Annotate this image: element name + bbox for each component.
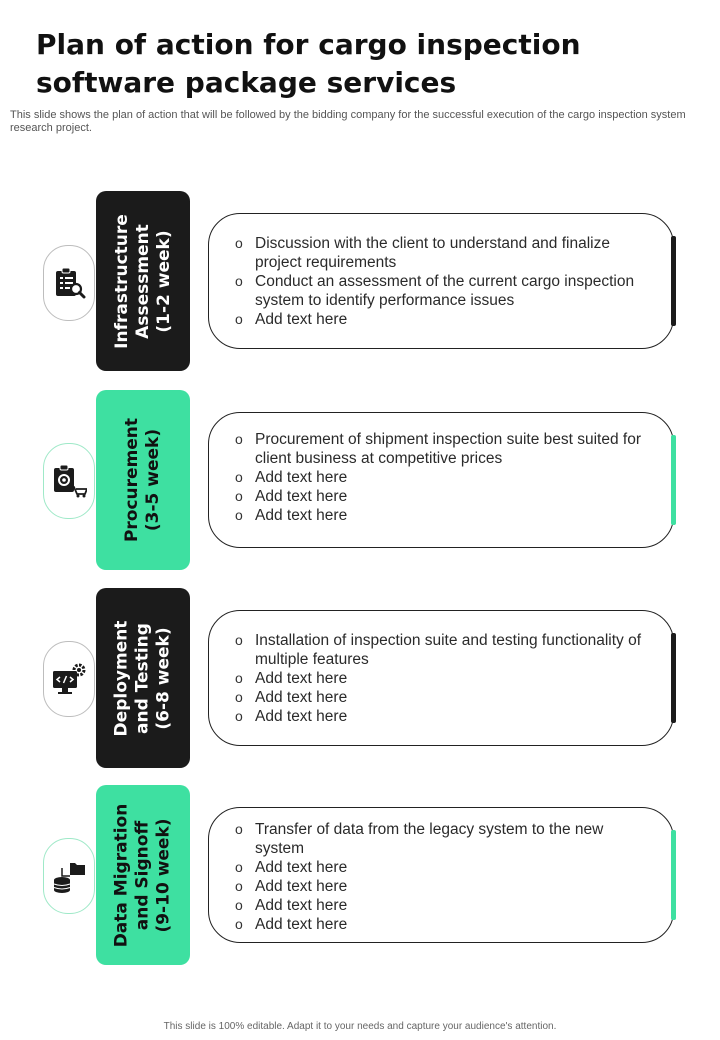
card-accent-bar [671,633,676,723]
phase-label-line: (3-5 week) [143,428,163,532]
bullet-item: o Conduct an assessment of the current cargo inspection system to identify performance issues [235,272,649,310]
phase-label-line: and Signoff [132,820,153,930]
phase-procurement [0,390,720,570]
clipboard-search-icon [52,266,86,300]
bullet-item: o Add text here [235,896,649,915]
database-folder-icon [51,858,87,894]
phase-label-line: (6-8 week) [153,626,174,730]
phase-label-line: and Testing [132,622,153,734]
bullet-item: o Transfer of data from the legacy system to the new system [235,820,649,858]
phase-label-line: Deployment [111,620,132,736]
phase-label [96,390,190,570]
phase-label-line: Infrastructure [111,213,132,349]
clipboard-cart-icon [51,463,87,499]
phase-label-line: (1-2 week) [153,229,174,333]
phase-icon-badge [43,838,95,914]
bullet-list [235,430,649,525]
bullet-item: o Add text here [235,915,649,934]
page-subtitle: This slide shows the plan of action that will be followed by the bidding company for the successful execution of the cargo inspection system research project. [10,109,686,134]
bullet-item: o Procurement of shipment inspection suite best suited for client business at competitive prices [235,430,649,468]
bullet-item: o Add text here [235,310,649,329]
bullet-item: o Add text here [235,707,649,726]
card-accent-bar [671,236,676,326]
phase-details-card [208,610,674,746]
bullet-item: o Add text here [235,877,649,896]
bullet-list [235,234,649,329]
footer-note: This slide is 100% editable. Adapt it to your needs and capture your audience's attention. [163,1021,557,1032]
bullet-item: o Add text here [235,506,649,525]
card-accent-bar [671,435,676,525]
bullet-item: o Add text here [235,688,649,707]
bullet-list [235,820,649,934]
page-title: Plan of action for cargo inspection software package services [36,28,581,99]
phase-label-line: (9-10 week) [153,817,174,933]
phase-details-card [208,807,674,943]
phase-icon-badge [43,245,95,321]
bullet-item: o Add text here [235,468,649,487]
phase-label [96,588,190,768]
phase-infrastructure-assessment [0,191,720,371]
phase-label-line: Procurement [122,417,142,543]
monitor-code-gear-icon [51,661,87,697]
bullet-item: o Add text here [235,669,649,688]
bullet-list [235,631,649,726]
phase-label-line: Data Migration [111,803,132,947]
phase-icon-badge [43,641,95,717]
phase-data-migration-signoff [0,785,720,965]
phase-icon-badge [43,443,95,519]
card-accent-bar [671,830,676,920]
bullet-item: o Discussion with the client to understand and finalize project requirements [235,234,649,272]
bullet-item: o Add text here [235,858,649,877]
phase-details-card [208,412,674,548]
phase-label-line: Assessment [132,223,153,339]
phase-deployment-testing [0,588,720,768]
bullet-item: o Add text here [235,487,649,506]
bullet-item: o Installation of inspection suite and testing functionality of multiple features [235,631,649,669]
phase-label [96,785,190,965]
phase-label [96,191,190,371]
phase-details-card [208,213,674,349]
